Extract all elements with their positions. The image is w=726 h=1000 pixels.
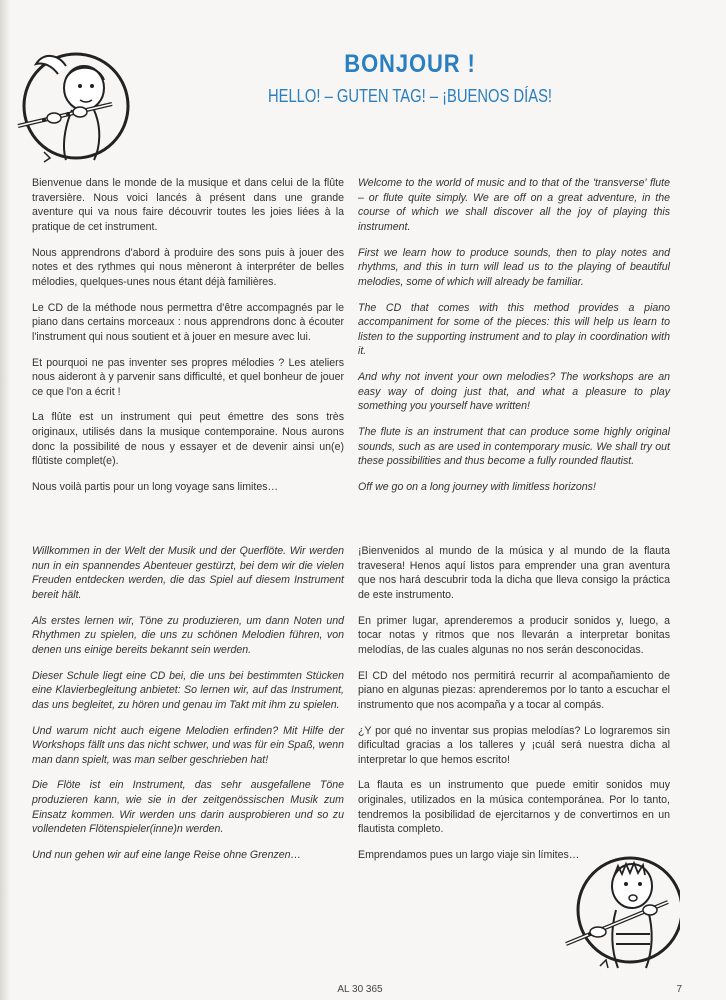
english-paragraph: First we learn how to produce sounds, then to play notes and rhythms, and this in turn will lead us to the playing of beautiful melodies, some of which will already be familiar. (358, 246, 670, 288)
german-paragraph: Als erstes lernen wir, Töne zu produzieren, um dann Noten und Rhythmen zu spielen, die uns zu schönen Melodien führen, von denen uns einige bereits bekannt sein werden. (32, 614, 344, 656)
english-paragraph: And why not invent your own melodies? The workshops are an easy way of doing just that, and what a pleasure to play something you yourself have written! (358, 371, 670, 413)
page-title: BONJOUR ! (344, 50, 476, 78)
spine-shadow (0, 0, 10, 1000)
spanish-paragraph: ¡Bienvenidos al mundo de la música y al mundo de la flauta travesera! Henos aquí listos para emprender una gran aventura que nos hará descubrir toda la dicha que lleva consigo la práctica de este instrumento. (358, 545, 670, 601)
boy-flute-illustration (560, 840, 680, 980)
english-paragraph: The flute is an instrument that can produce some highly original sounds, such as are used in contemporary music. We shall try out these possibilities and thus become a fully rounded flautist. (358, 426, 670, 468)
german-paragraph: Und nun gehen wir auf eine lange Reise ohne Grenzen… (32, 849, 302, 862)
german-paragraph: Und warum nicht auch eigene Melodien erfinden? Mit Hilfe der Workshops fällt uns das nicht schwer, und was für ein Spaß, wenn man dann spielt, was man selber geschrieben hat! (32, 724, 344, 766)
french-paragraph: La flûte est un instrument qui peut émettre des sons très originaux, utilisés dans la musique contemporaine. Nous aurons donc la possibilité de nous y essayer et de devenir ainsi un(e) flûtiste complet(e). (32, 411, 344, 468)
spanish-paragraph: ¿Y por qué no inventar sus propias melodías? Lo lograremos sin dificultad gracias a los talleres y ¡cuál será nuestra dicha al interpretar lo que hemos escrito! (358, 724, 670, 766)
french-paragraph: Le CD de la méthode nous permettra d'être accompagnés par le piano dans certains morceaux : nous apprendrons donc à écouter l'instrument qui nous soutient et à jouer en mesure avec lui. (32, 301, 344, 343)
english-column (358, 176, 670, 506)
english-paragraph: Off we go on a long journey with limitless horizons! (358, 481, 596, 494)
english-paragraph: The CD that comes with this method provides a piano accompaniment for some of the pieces: this will help us learn to listen to the supporting instrument and to play in coordination with it. (358, 301, 670, 358)
page-number: 7 (676, 984, 682, 995)
spanish-paragraph: Emprendamos pues un largo viaje sin límites… (358, 849, 580, 862)
french-paragraph: Nous voilà partis pour un long voyage sans limites… (32, 481, 279, 494)
spanish-column (358, 544, 670, 874)
page-subtitle: HELLO! – GUTEN TAG! – ¡BUENOS DÍAS! (267, 86, 553, 106)
spanish-paragraph: En primer lugar, aprenderemos a producir sonidos y, luego, a tocar notas y ritmos que nos llevarán a interpretar bonitas melodías, de las cuales algunas no nos serán desconocidas. (358, 614, 670, 656)
german-paragraph: Willkommen in der Welt der Musik und der Querflöte. Wir werden nun in ein spannendes Abenteuer gestürzt, bei dem wir die vielen Freuden entdecken werden, die das Spiel auf diesem Instrument bereit hält. (32, 545, 344, 601)
spanish-paragraph: El CD del método nos permitirá recurrir al acompañamiento de piano en algunas piezas: aprenderemos por lo tanto a escuchar el instrumento que nos acompaña y a tocar al compás. (358, 669, 670, 711)
french-paragraph: Bienvenue dans le monde de la musique et dans celui de la flûte traversière. Nous voici lancés à présent dans une grande aventure qui va nous faire découvrir toutes les joies liées à la pratique de cet instrument. (32, 177, 344, 233)
girl-flute-illustration (14, 48, 134, 166)
german-column (32, 544, 344, 874)
french-column (32, 176, 344, 506)
french-paragraph: Nous apprendrons d'abord à produire des sons puis à jouer des notes et des rythmes qui nous mèneront à interpréter de belles mélodies, quelques-unes nous étant déjà familières. (32, 246, 344, 288)
english-paragraph: Welcome to the world of music and to that of the 'transverse' flute – or flute quite simply. We are off on a great adventure, in the course of which we shall discover all the joy of playing this instrument. (358, 177, 670, 233)
french-paragraph: Et pourquoi ne pas inventer ses propres mélodies ? Les ateliers nous aideront à y parvenir sans difficulté, et quel bonheur de jouer ce que l'on a écrit ! (32, 356, 344, 398)
german-paragraph: Die Flöte ist ein Instrument, das sehr ausgefallene Töne produzieren kann, wie sie in der zeitgenössischen Musik zum Einsatz kommen. Wir werden uns darin ausprobieren und so zu vollendeten Flötenspieler(inne)n werden. (32, 779, 344, 836)
german-paragraph: Dieser Schule liegt eine CD bei, die uns bei bestimmten Stücken eine Klavierbegleitung anbietet: So lernen wir, auf das Instrument, das uns begleitet, zu hören und genau im Takt mit ihm zu spielen. (32, 669, 344, 711)
catalog-code: AL 30 365 (337, 984, 383, 995)
spanish-paragraph: La flauta es un instrumento que puede emitir sonidos muy originales, utilizados en la música contemporánea. Por lo tanto, tendremos la posibilidad de ejercitarnos y de convertirnos en un flautista completo. (358, 779, 670, 836)
